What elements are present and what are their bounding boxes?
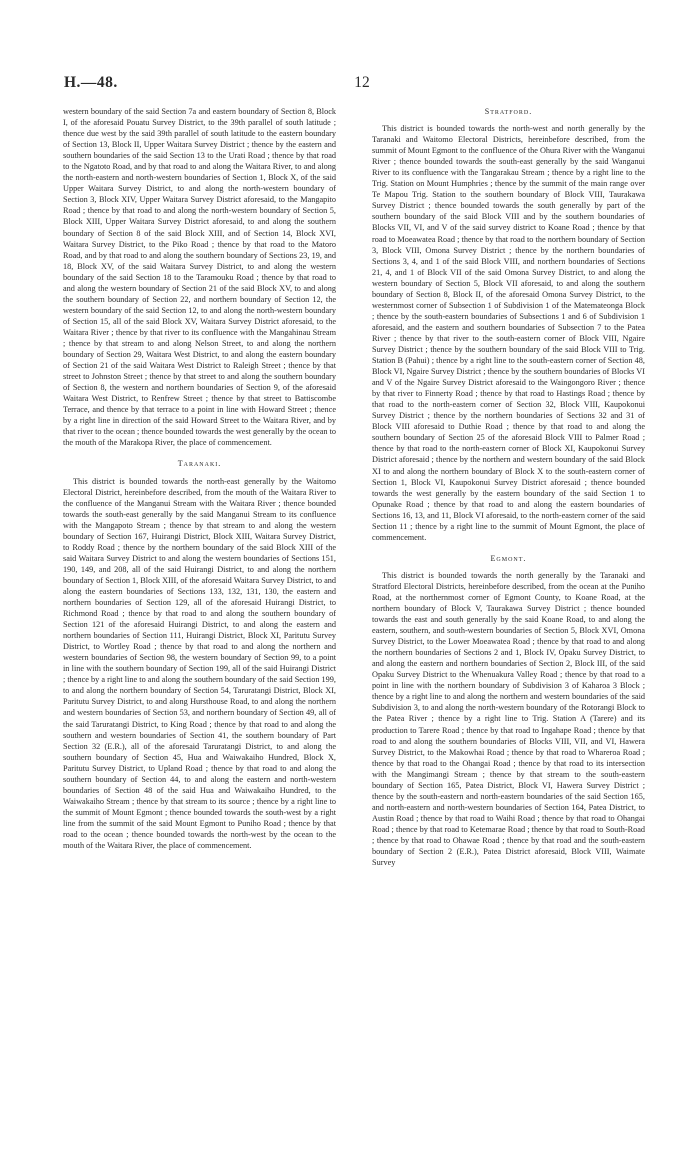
section-paragraph-egmont: This district is bounded towards the north generally by the Taranaki and Stratford Electoral Districts, hereinbefore described, from the ocean at the Puniho Road, at the northernmost corner of Egmont County, to Koane Road, at the northern boundary of Block V, Taurakawa Survey District ; thence bounded towards the east and south generally by the said Koane Road, to and along the eastern, southern, and south-western boundaries of Section 5, Block XVI, Omona Survey District, to the Lower Moeawatea Road ; thence by that road to and along the northern boundaries of Sections 2 and 1, Block IV, Opaku Survey District, to and along the eastern and northern boundaries of Section 2, Block III, of the said Opaku Survey District to the Whenuakura Valley Road ; thence by that road to a point in line with the northern boundary of Subdivision 3 of Kaharoa 3 Block ; thence by a right line to and along the northern and western boundaries of the said Subdivision 3, to and along the north-western boundary of the Rotorangi Block to the Patea River ; thence by a right line to Trig. Station A (Tarere) and its production to Tarere Road ; thence by that road to Ingahape Road ; thence by that road to and along the southern boundaries of Blocks VIII, VII, and VI, Hawera Survey District, to the Makowhai Road ; thence by that road to Whareroa Road ; thence by that road to the Ohangai Road ; thence by that road to its intersection with the Mangimangi Stream ; thence by that stream to the south-eastern boundary of Section 165, Patea District, Block VI, Hawera Survey District ; thence by the south-eastern and north-eastern boundaries of the said Section 165, and north-eastern and north-western boundaries of Section 164, Patea District, to Austin Road ; thence by that road to Waihi Road ; thence by that road to Ohangai Road ; thence by that road to Ketemarae Road ; thence by that road to South-Road ; thence by that road to Ohawae Road ; thence by that road and the south-eastern boundary of Section 2 (E.R.), Patea District aforesaid, Block VIII, Waimate Survey: [372, 570, 645, 868]
document-code: H.—48.: [64, 74, 118, 91]
page-number: 12: [354, 74, 370, 91]
page-header: [64, 74, 660, 96]
section-paragraph-stratford: This district is bounded towards the north-west and north generally by the Taranaki and Waitomo Electoral Districts, hereinbefore described, from the summit of Mount Egmont to the confluence of the Ohura River with the Wanganui River ; thence bounded towards the south-east generally by the said Wanganui River to its confluence with the Tangarakau Stream ; thence by a right line to the Trig. Station on Mount Humphries ; thence by the summit of the main range over Te Mapou Trig. Station to the southern boundary of Block VIII, Taurakawa Survey District ; thence bounded towards the south generally by part of the southern boundary of the said Block VIII and by the southern boundaries of Blocks VII, VI, and V of the said survey district to Koane Road ; thence by that road to Moeawatea Road ; thence by that road to the northern boundary of Section 3, Block VIII, Omona Survey District ; thence by the northern boundaries of Sections 3, 4, and 1 of the said Block VIII, and northern boundaries of Sections 21, 4, and 1 of Block VII of the said Omona Survey District, to and along the western boundary of Section 5, Block VII aforesaid, to and along the southern boundary of Section 8, Block II, of the aforesaid Omona Survey District, to the westernmost corner of Subsection 1 of Subdivision 1 of the Matemateonga Block ; thence by the south-eastern boundaries of Subsections 1 and 6 of Subdivision 1 aforesaid, and the eastern and southern boundaries of Subsection 7 to the Patea River ; thence by that river to the south-eastern corner of Block VIII, Ngaire Survey District ; thence by the southern boundary of the said Block VIII to Trig. Station B (Pahui) ; thence by a right line to the south-eastern corner of Section 48, Block VI, Ngaire Survey District ; thence by the southern boundaries of Blocks VI and V of the Ngaire Survey District aforesaid to the Waingongoro River ; thence by that river to Finnerty Road ; thence by that road to Hastings Road ; thence by that road to the north-eastern corner of Section 32, Block VIII, Kaupokonui Survey District ; thence by the northern boundaries of Sections 32 and 31 of Block VIII aforesaid to Duthie Road ; thence by that road to and along the southern boundary of Section 25 of the aforesaid Block VIII to Palmer Road ; thence by that road to the north-eastern corner of Block XI, Kaupokonui Survey District aforesaid ; thence by the northern and western boundary of the said Block XI to and along the northern boundary of Block X to the south-eastern corner of Section 1, Block VI, Kaupokonui Survey District aforesaid ; thence bounded towards the west generally by the eastern boundary of the said Section 1 to Opunake Road ; thence by that road to and along the eastern boundaries of Sections 16, 13, and 11, Block VI aforesaid, to the north-eastern corner of the said Section 11 ; thence by a right line to the summit of Mount Egmont, the place of commencement.: [372, 124, 645, 542]
continued-paragraph: western boundary of the said Section 7a and eastern boundary of Section 8, Block I, of the aforesaid Pouatu Survey District, to the 39th parallel of south latitude ; thence due west by the said 39th parallel of south latitude to the eastern boundary of Section 13, Block II, Upper Waitara Survey District ; thence by the eastern and southern boundaries of the said Section 13 to the Urati Road ; thence by that road to the Ngatoto Road, and by that road to and along the Waitara River, to and along the north-eastern and north-western boundaries of Section 1, Block X, of the said Upper Waitara Survey District, to and along the north-western boundary of Section 3, Block XIV, Upper Waitara Survey District aforesaid, to the Mangapito Road ; thence by that road to and along the north-western boundary of Section 5, Block XIII, Upper Waitara Survey District aforesaid, to and along the southern boundary of Section 8 of the said Block XIII, and of Section 14, Block XVI, Waitara Survey District, to the Piko Road ; thence by that road to the Matoro Road, and by that road to and along the southern boundary of Sections 23, 19, and 18, Block XV, of the said Waitara Survey District, to and along the western boundary of the said Section 18 to the Taramouku Road ; thence by that road to and along the western boundary of Section 21 of the said Block XV, to and along the southern boundary of Section 22, and northern boundary of Section 12, the western boundary of the said Section 12, to and along the north-western boundary of Section 15, all of the said Block XV, Waitara Survey District aforesaid, to the Waitara River ; thence by that river to its confluence with the Mangahinau Stream ; thence by that stream to and along Nelson Street, to and along the northern boundary of Section 29, Waitara West District, to and along the eastern boundary of Section 21 of the said Waitara West District to Raleigh Street ; thence by that street to Johnston Street ; thence by that street to and along the southern boundary of Section 8, the western and northern boundaries of Section 9, of the aforesaid Waitara West District, to Renfrew Street ; thence by that street to Battiscombe Terrace, and thence by that terrace to a point in line with Howard Street ; thence by a right line in direction of the said Howard Street to the Waitara River, and by that river to the ocean ; thence bounded towards the west generally by the ocean to the mouth of the Marakopa River, the place of commencement.: [63, 107, 336, 448]
section-heading-egmont: Egmont.: [490, 553, 527, 563]
right-column: [372, 106, 645, 868]
section-paragraph-taranaki: This district is bounded towards the north-east generally by the Waitomo Electoral District, hereinbefore described, from the mouth of the Waitara River to the confluence of the Manganui Stream with the Waitara River ; thence bounded towards the south-east generally by the said Manganui Stream to its confluence with the Mangapoto Stream ; thence by that stream to and along the western boundary of Section 167, Huirangi District, Block XIII, Waitara Survey District, to Roddy Road ; thence by the northern boundary of the said Block XIII of the said Waitara Survey District to and along the western boundaries of Sections 151, 190, 149, and 208, all of the said Huirangi District, to and along the northern boundary of Section 1, Block XIII, of the aforesaid Waitara Survey District, to and along the eastern boundaries of Sections 133, 132, 131, 130, the eastern and northern boundaries of Section 129, all of the aforesaid Huirangi District, to Richmond Road ; thence by that road to and along the southern boundary of Section 121 of the aforesaid Huirangi District, to and along the eastern and northern boundaries of Section 111, Huirangi District, Block XI, Paritutu Survey District, to Wortley Road ; thence by that road to and along the northern and western boundaries of Section 98, the western boundary of Section 99, to a point in line with the southern boundary of Section 199, all of the said Huirangi District ; thence by a right line to and along the southern boundary of the said Section 199, to and along the northern boundary of Section 54, Taruratangi District, Block XI, Paritutu Survey District, to and along Hursthouse Road, to and along the northern and western boundaries of Section 53, and northern boundary of Section 49, all of the said Taruratangi District, to King Road ; thence by that road to and along the southern and western boundaries of Section 41, the southern boundary of Part Section 32 (E.R.), all of the aforesaid Taruratangi District, to and along the southern boundary of Section 45, Hua and Waiwakaiho Hundred, Block X, Paritutu Survey District, to Upland Road ; thence by that road to and along the southern boundary of Section 44, to and along the eastern and north-western boundaries of Section 48 of the said Hua and Waiwakaiho Hundred, to the Waiwakaiho Stream ; thence by that stream to its source ; thence by a right line to the summit of Mount Egmont ; thence bounded towards the south-west by a right line from the summit of the said Mount Egmont to Puniho Road ; thence by that road to the ocean ; thence bounded towards the north-west by the ocean to the mouth of the Waitara River, the place of commencement.: [63, 476, 336, 851]
section-heading-stratford: Stratford.: [484, 107, 533, 116]
section-heading-taranaki: Taranaki.: [177, 459, 222, 469]
left-column: [63, 106, 336, 851]
